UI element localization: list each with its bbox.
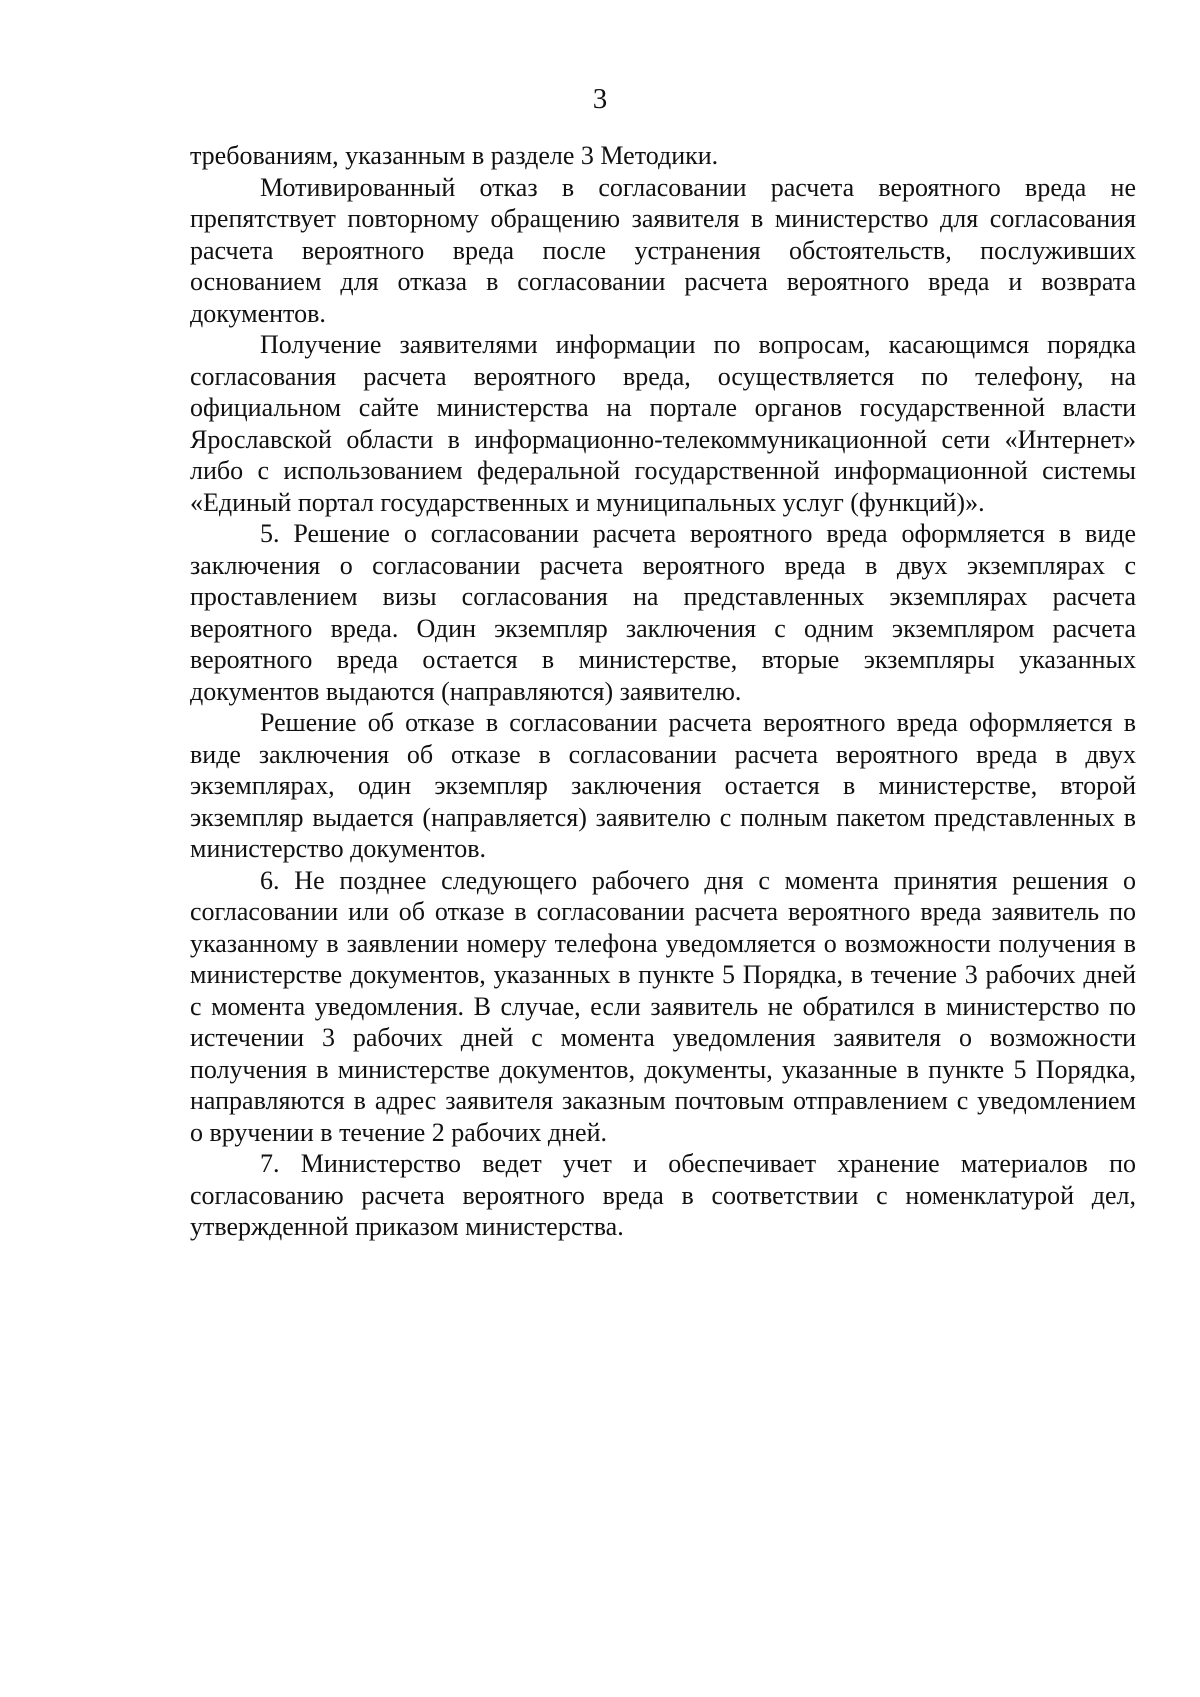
document-body [190, 140, 1136, 1243]
paragraph-motivated-refusal: Мотивированный отказ в согласовании расчета вероятного вреда не препятствует повторному обращению заявителя в министерство для согласования расчета вероятного вреда после устранения обстоятельств, послуживших основанием для отказа в согласовании расчета вероятного вреда и возврата документов. [190, 172, 1136, 328]
paragraph-continuation: требованиям, указанным в разделе 3 Методики. [190, 141, 719, 170]
paragraph-item-7-storage: 7. Министерство ведет учет и обеспечивает хранение материалов по согласованию расчета вероятного вреда в соответствии с номенклатурой дел, утвержденной приказом министерства. [190, 1149, 1136, 1241]
paragraph-item-6-notification: 6. Не позднее следующего рабочего дня с момента принятия решения о согласовании или об отказе в согласовании расчета вероятного вреда заявитель по указанному в заявлении номеру телефона уведомляется о возможности получения в министерстве документов, указанных в пункте 5 Порядка, в течение 3 рабочих дней с момента уведомления. В случае, если заявитель не обратился в министерство по истечении 3 рабочих дней с момента уведомления заявителя о возможности получения в министерстве документов, документы, указанные в пункте 5 Порядка, направляются в адрес заявителя заказным почтовым отправлением с уведомлением о вручении в течение 2 рабочих дней. [190, 865, 1136, 1147]
paragraph-information-access: Получение заявителями информации по вопросам, касающимся порядка согласования расчета вероятного вреда, осуществляется по телефону, на официальном сайте министерства на портале органов государственной власти Ярославской области в информационно-телекоммуникационной сети «Интернет» либо с использованием федеральной государственной информационной системы «Единый портал государственных и муниципальных услуг (функций)». [190, 330, 1136, 517]
paragraph-refusal-decision: Решение об отказе в согласовании расчета вероятного вреда оформляется в виде заключения об отказе в согласовании расчета вероятного вреда в двух экземплярах, один экземпляр заключения остается в министерстве, второй экземпляр выдается (направляется) заявителю с полным пакетом представленных в министерство документов. [190, 708, 1136, 863]
paragraph-item-5-approval: 5. Решение о согласовании расчета вероятного вреда оформляется в виде заключения о согласовании расчета вероятного вреда в двух экземплярах с проставлением визы согласования на представленных экземплярах расчета вероятного вреда. Один экземпляр заключения с одним экземпляром расчета вероятного вреда остается в министерстве, вторые экземпляры указанных документов выдаются (направляются) заявителю. [190, 519, 1136, 706]
page-number: 3 [592, 83, 608, 115]
